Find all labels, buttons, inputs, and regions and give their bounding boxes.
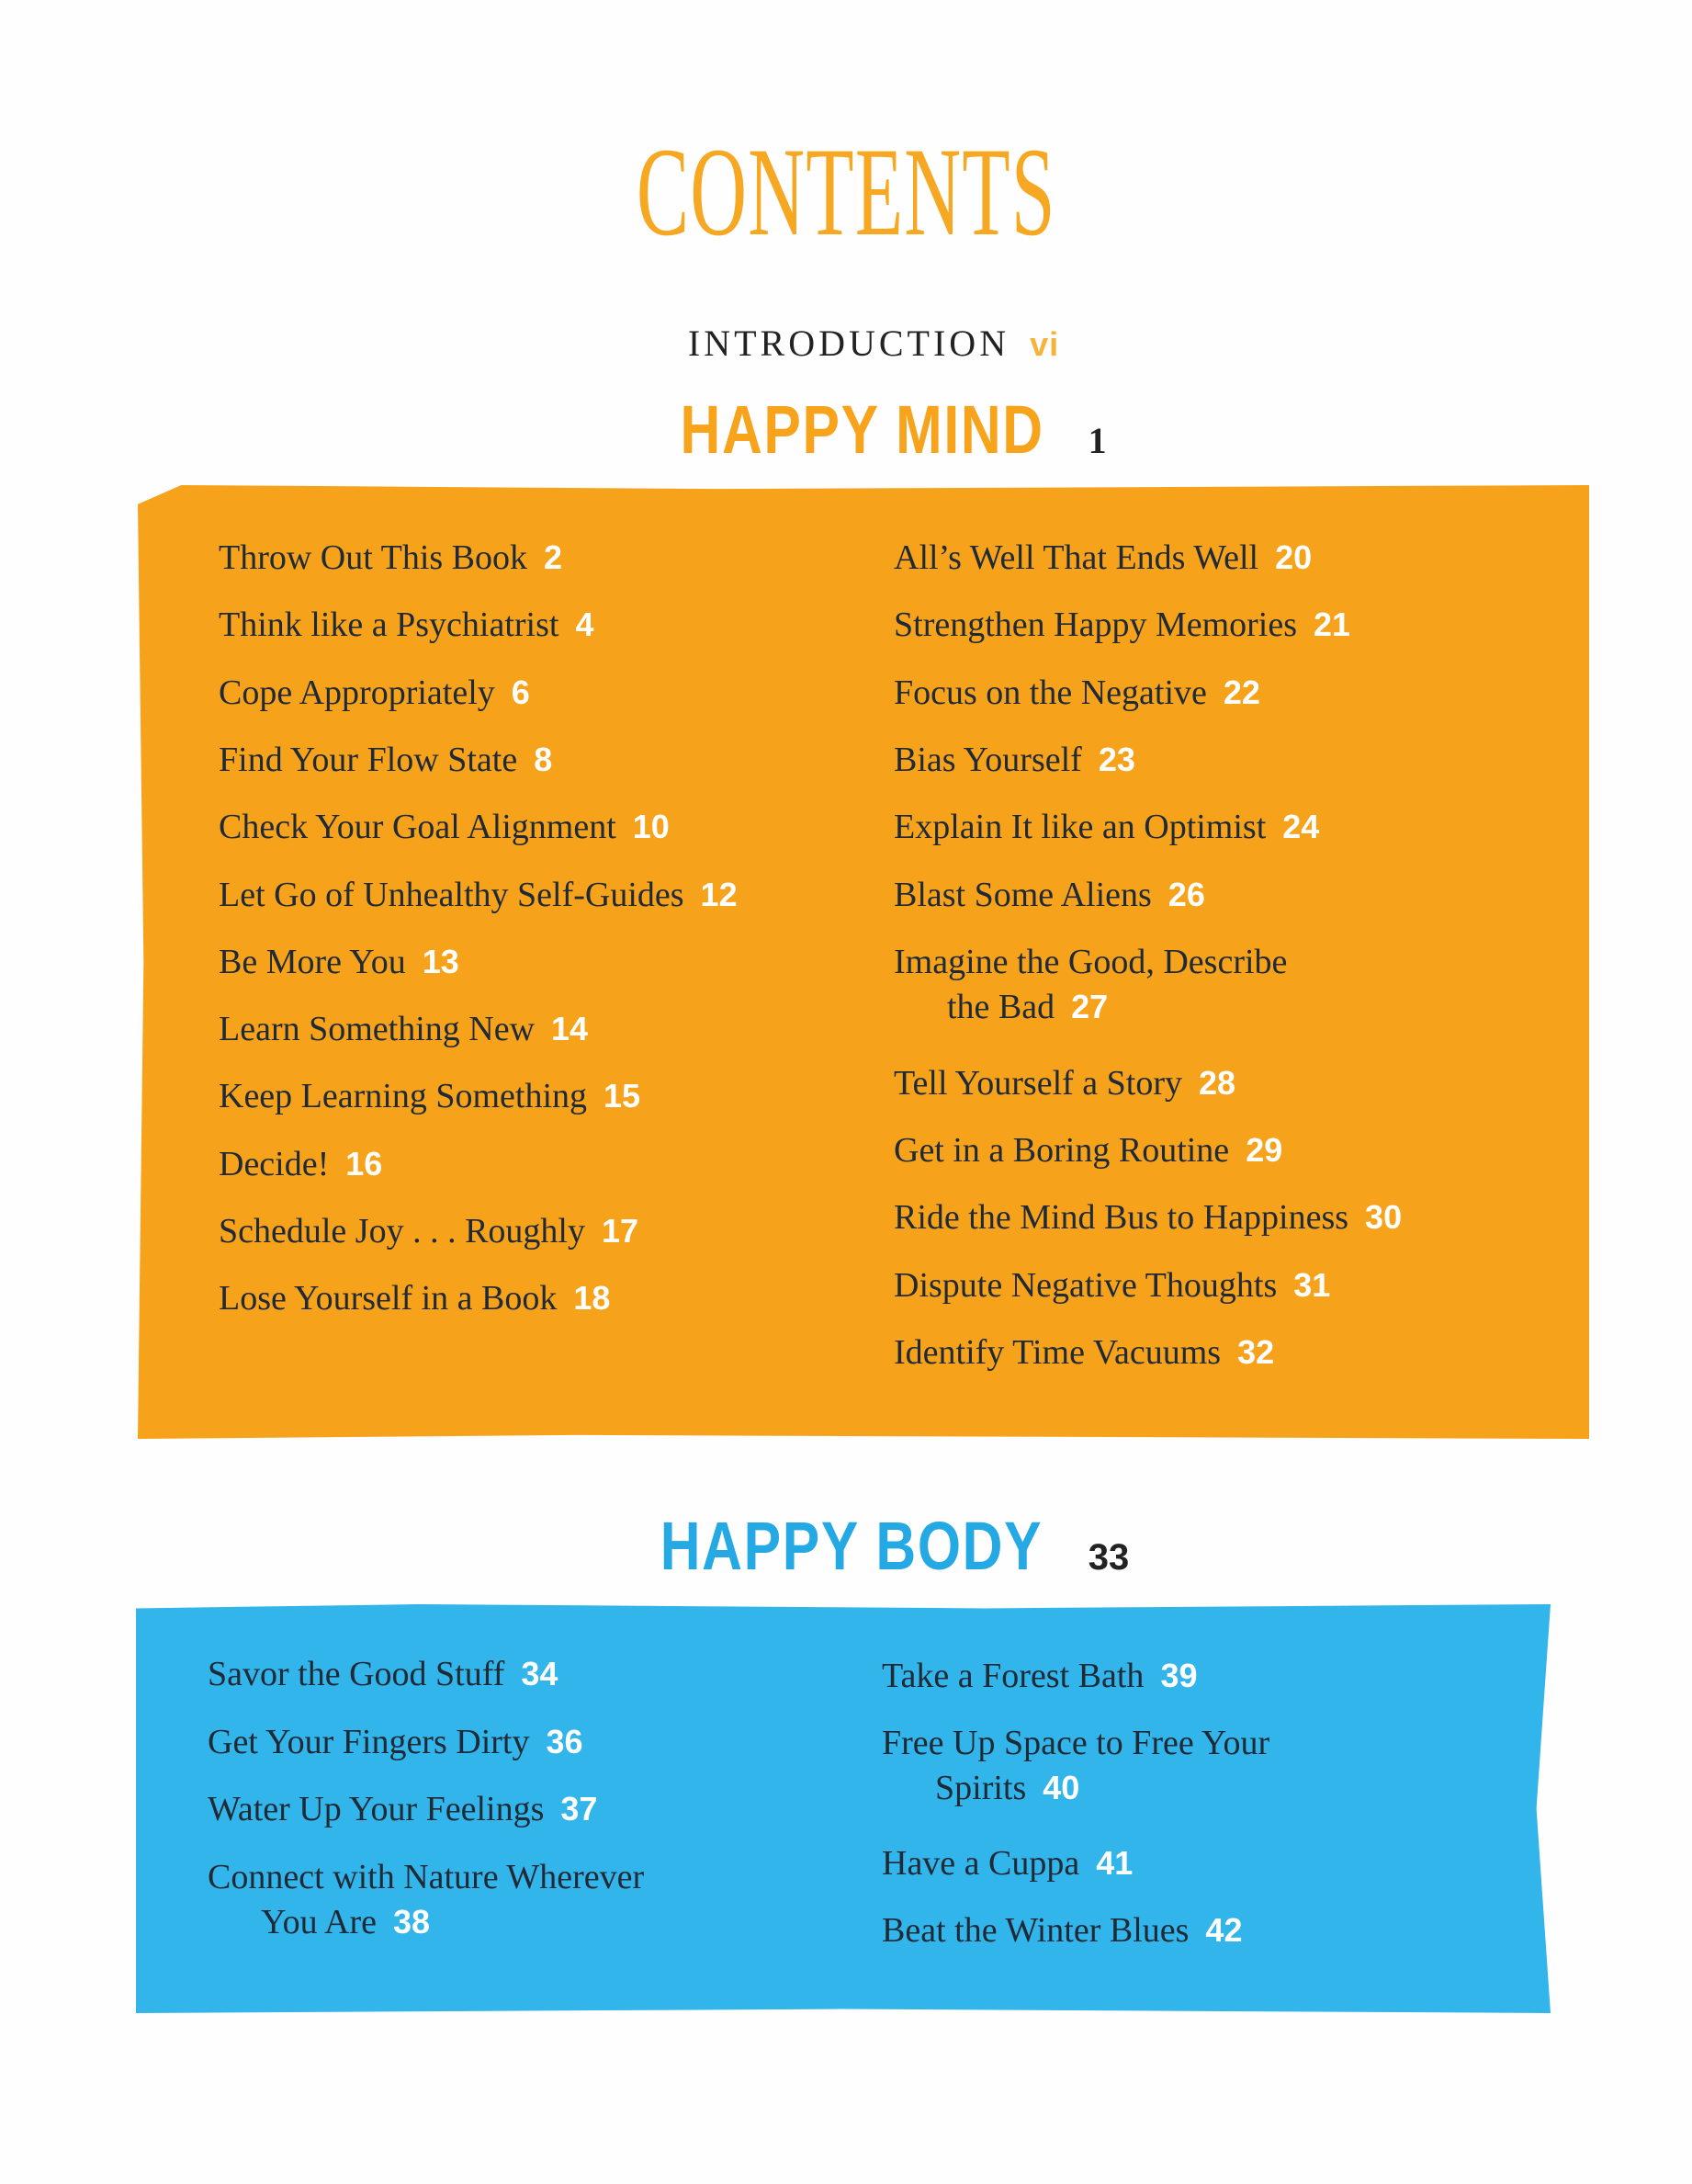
toc-entry[interactable] (894, 671, 1260, 716)
entry-title: Identify Time Vacuums (894, 1332, 1222, 1372)
entry-title: Think like a Psychiatrist (219, 605, 559, 645)
entry-page-number: 23 (1098, 740, 1135, 778)
entry-title-continued-line (894, 985, 1287, 1030)
entry-page-number: 12 (700, 875, 738, 913)
entry-title: Free Up Space to Free Your (882, 1724, 1270, 1762)
entry-page-number: 37 (560, 1790, 598, 1828)
toc-entry[interactable] (219, 873, 738, 918)
toc-entry[interactable] (894, 536, 1312, 581)
entry-title: Let Go of Unhealthy Self-Guides (219, 875, 684, 914)
entry-title: Find Your Flow State (219, 740, 518, 779)
entry-title: Beat the Winter Blues (882, 1911, 1190, 1951)
entry-page-number: 30 (1365, 1198, 1403, 1237)
contents-title-text: CONTENTS (636, 121, 1056, 262)
entry-title: Get Your Fingers Dirty (208, 1722, 530, 1761)
toc-entry[interactable] (219, 536, 562, 581)
entry-page-number: 32 (1237, 1332, 1275, 1371)
entry-page-number: 10 (632, 808, 670, 846)
toc-entry[interactable] (219, 1007, 588, 1052)
entry-title: Take a Forest Bath (882, 1657, 1145, 1695)
entry-title: Ride the Mind Bus to Happiness (894, 1198, 1349, 1238)
entry-page-number: 28 (1199, 1063, 1236, 1102)
section-heading-happy-mind[interactable] (0, 390, 1692, 469)
entry-title-continued: Spirits (935, 1769, 1027, 1808)
entry-title: All’s Well That Ends Well (894, 538, 1259, 577)
entry-title-continued-line (882, 1766, 1269, 1811)
toc-entry[interactable] (894, 1330, 1274, 1375)
entry-page-number: 17 (601, 1212, 639, 1250)
entry-title: Check Your Goal Alignment (219, 808, 616, 847)
entry-page-number: 16 (345, 1144, 383, 1183)
entry-page-number: 27 (1071, 988, 1109, 1026)
toc-entry[interactable] (894, 738, 1135, 783)
entry-page-number: 39 (1160, 1657, 1198, 1694)
toc-entry[interactable] (208, 1787, 597, 1832)
entry-title-continued: the Bad (947, 988, 1055, 1027)
toc-entry[interactable] (208, 1720, 583, 1765)
section-page: 33 (1088, 1537, 1130, 1578)
entry-title: Tell Yourself a Story (894, 1063, 1183, 1103)
entry-title: Dispute Negative Thoughts (894, 1265, 1278, 1305)
toc-entry[interactable] (894, 1061, 1235, 1106)
toc-entry[interactable] (219, 1074, 640, 1119)
entry-page-number: 26 (1167, 875, 1205, 913)
entry-title-continued-line (208, 1900, 644, 1945)
toc-entry[interactable] (208, 1855, 644, 1946)
entry-page-number: 38 (393, 1902, 431, 1941)
entry-title: Cope Appropriately (219, 673, 495, 712)
introduction-page: vi (1030, 325, 1060, 363)
entry-title: Strengthen Happy Memories (894, 605, 1298, 645)
entry-page-number: 29 (1246, 1131, 1283, 1170)
entry-title: Keep Learning Something (219, 1077, 588, 1116)
toc-entry[interactable] (894, 1195, 1402, 1240)
section-title: HAPPY MIND (680, 391, 1045, 468)
entry-page-number: 8 (534, 740, 553, 778)
entry-page-number: 13 (422, 942, 459, 980)
entry-title-continued: You Are (261, 1902, 378, 1941)
toc-entry[interactable] (894, 940, 1287, 1031)
toc-entry[interactable] (894, 603, 1350, 648)
section-page: 1 (1088, 420, 1107, 461)
entry-title: Decide! (219, 1144, 330, 1183)
entry-title: Lose Yourself in a Book (219, 1279, 558, 1318)
entry-page-number: 18 (573, 1279, 611, 1318)
entry-page-number: 20 (1275, 538, 1313, 576)
toc-entry-introduction[interactable] (0, 322, 1692, 365)
toc-entry[interactable] (894, 1128, 1282, 1173)
entry-page-number: 31 (1293, 1265, 1331, 1304)
toc-entry[interactable] (882, 1721, 1269, 1812)
entry-title: Schedule Joy . . . Roughly (219, 1212, 585, 1250)
entry-title: Have a Cuppa (882, 1844, 1080, 1884)
section-heading-happy-body[interactable] (0, 1507, 1692, 1585)
toc-entry[interactable] (882, 1908, 1242, 1953)
toc-entry[interactable] (882, 1841, 1133, 1886)
entry-title: Imagine the Good, Describe (894, 942, 1288, 981)
introduction-label: INTRODUCTION (687, 323, 1010, 364)
toc-entry[interactable] (219, 1209, 638, 1254)
toc-entry[interactable] (894, 873, 1205, 918)
toc-entry[interactable] (882, 1654, 1197, 1699)
section-title: HAPPY BODY (660, 1508, 1043, 1584)
entry-title: Focus on the Negative (894, 673, 1207, 712)
entry-title: Learn Something New (219, 1010, 536, 1049)
toc-entry[interactable] (219, 1142, 382, 1187)
entry-title: Get in a Boring Routine (894, 1131, 1230, 1171)
entry-title: Savor the Good Stuff (208, 1655, 505, 1693)
entry-title: Explain It like an Optimist (894, 808, 1267, 847)
toc-entry[interactable] (208, 1652, 558, 1697)
entry-page-number: 41 (1096, 1844, 1134, 1883)
toc-entry[interactable] (219, 671, 530, 716)
toc-entry[interactable] (894, 805, 1319, 850)
entry-page-number: 34 (521, 1655, 558, 1692)
toc-entry[interactable] (219, 738, 552, 783)
entry-title: Blast Some Aliens (894, 875, 1152, 914)
entry-title: Bias Yourself (894, 740, 1082, 779)
toc-entry[interactable] (219, 805, 670, 850)
entry-title: Throw Out This Book (219, 538, 528, 577)
entry-page-number: 24 (1282, 808, 1320, 846)
entry-page-number: 4 (575, 605, 594, 644)
entry-title: Connect with Nature Wherever (208, 1857, 645, 1896)
toc-entry[interactable] (219, 603, 593, 648)
entry-title: Water Up Your Feelings (208, 1790, 545, 1828)
toc-entry[interactable] (894, 1263, 1330, 1308)
entry-page-number: 14 (551, 1010, 589, 1048)
entry-title: Be More You (219, 942, 406, 981)
entry-page-number: 40 (1043, 1769, 1080, 1807)
toc-entry[interactable] (219, 1276, 610, 1321)
entry-page-number: 6 (511, 673, 530, 711)
entry-page-number: 15 (603, 1077, 641, 1115)
entry-page-number: 21 (1314, 605, 1351, 644)
entry-page-number: 2 (544, 538, 563, 576)
entry-page-number: 22 (1223, 673, 1260, 711)
contents-title (0, 121, 1692, 262)
entry-page-number: 42 (1205, 1911, 1243, 1950)
toc-entry[interactable] (219, 940, 459, 985)
entry-page-number: 36 (546, 1722, 583, 1760)
